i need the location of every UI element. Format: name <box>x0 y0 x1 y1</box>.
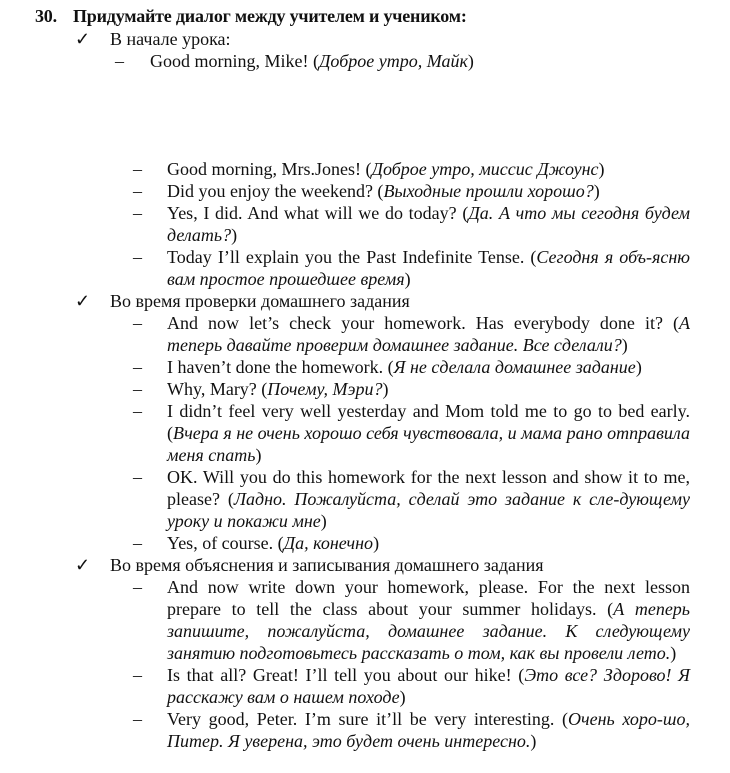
dash-icon: – <box>133 357 142 377</box>
closing-paren: ) <box>670 643 677 663</box>
dash-icon: – <box>133 577 142 597</box>
dialog-line <box>75 246 690 290</box>
english-phrase: Yes, I did. And what will we do today? ( <box>167 203 469 223</box>
dialog-line <box>75 466 690 532</box>
closing-paren: ) <box>404 269 411 289</box>
russian-translation: Да, конечно <box>283 533 374 553</box>
task-text: Придумайте диалог между учителем и учеником: <box>73 6 467 26</box>
russian-translation: А теперь запишите, пожалуйста, домашнее задание. К следующему занятию подготовьтесь рассказать о том, как вы провели лето. <box>167 599 690 663</box>
russian-translation: Да. А что мы сегодня будем делать? <box>167 203 690 245</box>
dash-icon: – <box>133 665 142 685</box>
english-phrase: Did you enjoy the weekend? ( <box>167 181 384 201</box>
dash-icon: – <box>133 313 142 333</box>
dialog-line <box>75 158 690 180</box>
english-phrase: I haven’t done the homework. ( <box>167 357 394 377</box>
dialog-line <box>75 532 690 554</box>
dash-icon: – <box>133 401 142 421</box>
russian-translation: Вчера я не очень хорошо себя чувствовала, и мама рано отправила меня спать <box>167 423 690 465</box>
closing-paren: ) <box>231 225 238 245</box>
closing-paren: ) <box>598 159 605 179</box>
dash-icon: – <box>115 51 124 71</box>
closing-paren: ) <box>530 731 537 751</box>
english-phrase: Is that all? Great! I’ll tell you about our hike! ( <box>167 665 525 685</box>
check-mark-icon: ✓ <box>75 291 91 311</box>
russian-translation: Ладно. Пожалуйста, сделай это задание к сле-дующему уроку и покажи мне <box>167 489 690 531</box>
dialog-line <box>75 312 690 356</box>
dialog-section <box>75 28 710 72</box>
closing-paren: ) <box>467 51 474 71</box>
english-phrase: OK. Will you do this homework for the next lesson and show it to me, please? ( <box>167 467 690 509</box>
task-number: 30. <box>35 6 57 26</box>
dialog-line <box>75 180 690 202</box>
dialog-line <box>75 202 690 246</box>
section-heading <box>75 28 710 50</box>
dialog-line <box>75 378 690 400</box>
closing-paren: ) <box>382 379 389 399</box>
russian-translation: Я не сделала домашнее задание <box>393 357 636 377</box>
english-phrase: I didn’t feel very well yesterday and Mom told me to go to bed early. ( <box>167 401 690 443</box>
dash-icon: – <box>133 467 142 487</box>
russian-translation: Доброе утро, миссис Джоунс <box>371 159 599 179</box>
closing-paren: ) <box>255 445 262 465</box>
dialog-line <box>75 50 710 72</box>
dialog-line <box>75 708 690 752</box>
dialog-line <box>75 664 690 708</box>
dash-icon: – <box>133 379 142 399</box>
english-phrase: Good morning, Mrs.Jones! ( <box>167 159 372 179</box>
dash-icon: – <box>133 181 142 201</box>
russian-translation: Выходные прошли хорошо? <box>383 181 594 201</box>
check-mark-icon: ✓ <box>75 29 91 49</box>
dialog-line <box>75 356 690 378</box>
english-phrase: Why, Mary? ( <box>167 379 268 399</box>
dash-icon: – <box>133 709 142 729</box>
english-phrase: Yes, of course. ( <box>167 533 284 553</box>
russian-translation: Очень хоро-шо, Питер. Я уверена, это будет очень интересно. <box>167 709 690 751</box>
closing-paren: ) <box>399 687 406 707</box>
russian-translation: А теперь давайте проверим домашнее задание. Все сделали? <box>167 313 690 355</box>
dialog-section <box>75 158 690 290</box>
section-heading-text: В начале урока: <box>110 29 231 49</box>
english-phrase: And now let’s check your homework. Has everybody done it? ( <box>167 313 679 333</box>
dialog-section <box>75 554 690 752</box>
dash-icon: – <box>133 203 142 223</box>
dash-icon: – <box>133 159 142 179</box>
closing-paren: ) <box>621 335 628 355</box>
russian-translation: Это все? Здорово! Я расскажу вам о нашем походе <box>167 665 690 707</box>
section-heading <box>75 554 690 576</box>
section-heading-text: Во время проверки домашнего задания <box>110 291 410 311</box>
closing-paren: ) <box>320 511 327 531</box>
russian-translation: Доброе утро, Майк <box>318 51 468 71</box>
closing-paren: ) <box>635 357 642 377</box>
closing-paren: ) <box>593 181 600 201</box>
dash-icon: – <box>133 247 142 267</box>
dash-icon: – <box>133 533 142 553</box>
section-heading <box>75 290 690 312</box>
task-title <box>35 6 467 27</box>
section-heading-text: Во время объяснения и записывания домашнего задания <box>110 555 544 575</box>
dialog-line <box>75 400 690 466</box>
russian-translation: Сегодня я объ-ясню вам простое прошедшее время <box>167 247 690 289</box>
check-mark-icon: ✓ <box>75 555 91 575</box>
english-phrase: Today I’ll explain you the Past Indefinite Tense. ( <box>167 247 537 267</box>
english-phrase: And now write down your homework, please. For the next lesson prepare to tell the class about your summer holidays. ( <box>167 577 690 619</box>
russian-translation: Почему, Мэри? <box>267 379 383 399</box>
closing-paren: ) <box>373 533 380 553</box>
english-phrase: Good morning, Mike! ( <box>150 51 319 71</box>
dialog-section <box>75 290 690 554</box>
dialog-line <box>75 576 690 664</box>
english-phrase: Very good, Peter. I’m sure it’ll be very interesting. ( <box>167 709 569 729</box>
